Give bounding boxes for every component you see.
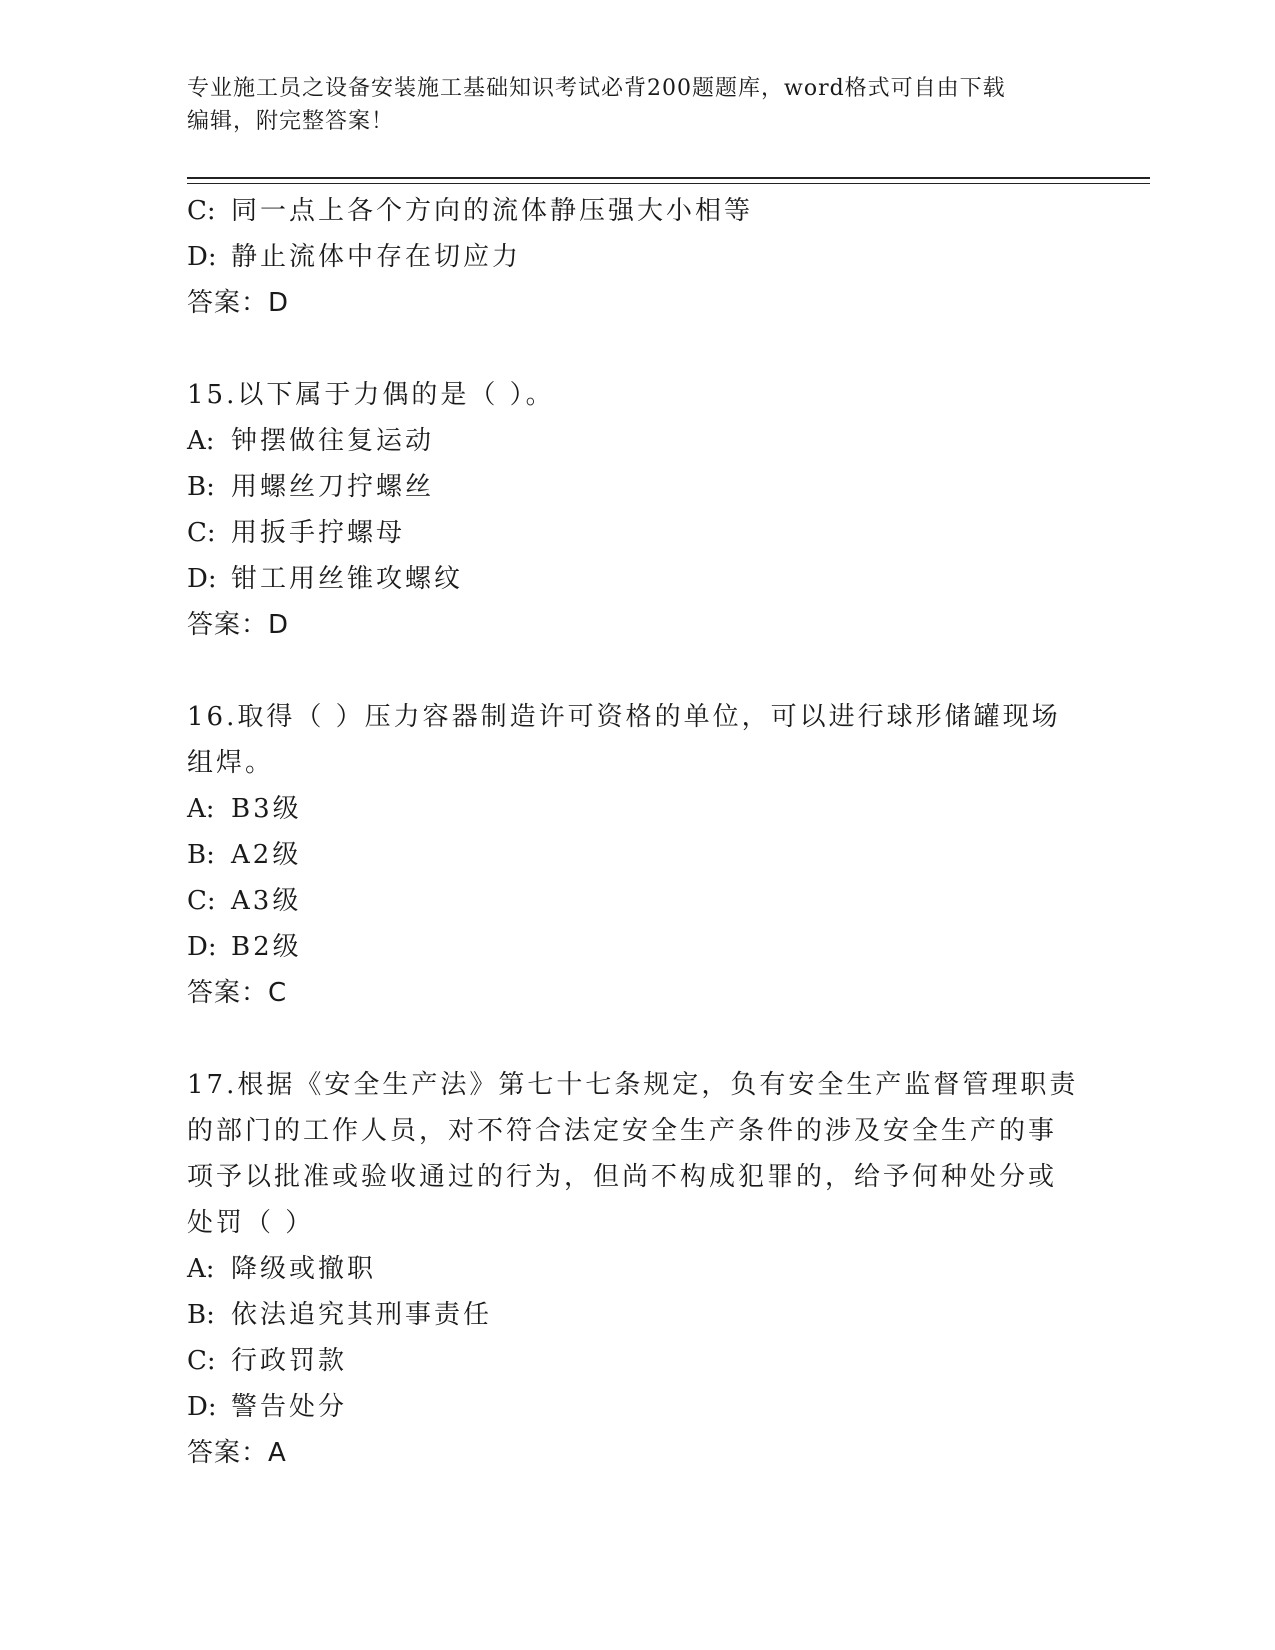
option-a <box>187 418 1087 464</box>
option-text: 静止流体中存在切应力 <box>231 242 522 272</box>
option-d <box>187 924 1087 970</box>
spacer <box>187 648 1087 694</box>
answer-line: 答案：C <box>187 978 288 1008</box>
question-stem-line: 17.根据《安全生产法》第七十七条规定，负有安全生产监督管理职责 <box>187 1070 1079 1100</box>
option-text: 用螺丝刀拧螺丝 <box>231 472 435 502</box>
question-stem-line: 处罚（ ） <box>187 1208 315 1238</box>
question-stem-line: 的部门的工作人员，对不符合法定安全生产条件的涉及安全生产的事 <box>187 1116 1058 1146</box>
option-label: C: <box>187 886 216 916</box>
answer-line: 答案：A <box>187 1438 287 1468</box>
question-stem <box>187 372 1087 418</box>
header-line-2: 编辑，附完整答案！ <box>187 109 395 134</box>
option-text: A3级 <box>231 886 302 916</box>
option-c <box>187 510 1087 556</box>
question-16 <box>187 694 1087 1016</box>
option-label: A: <box>187 794 215 824</box>
spacer <box>187 1016 1087 1062</box>
question-15 <box>187 372 1087 648</box>
option-label: B: <box>187 840 215 870</box>
option-c <box>187 188 1087 234</box>
header-rule-thin <box>187 183 1150 184</box>
question-17 <box>187 1062 1087 1476</box>
option-d <box>187 1384 1087 1430</box>
option-label: B: <box>187 472 215 502</box>
option-b <box>187 464 1087 510</box>
header-rule-thick <box>187 177 1150 179</box>
option-text: 警告处分 <box>231 1392 348 1422</box>
option-label: C: <box>187 1346 216 1376</box>
question-stem-line: 组焊。 <box>187 748 275 778</box>
option-a <box>187 786 1087 832</box>
option-b <box>187 832 1087 878</box>
question-stem-line: 15.以下属于力偶的是（ ）。 <box>187 380 555 410</box>
answer-line: 答案：D <box>187 288 290 318</box>
option-d <box>187 234 1087 280</box>
option-text: 同一点上各个方向的流体静压强大小相等 <box>231 196 754 226</box>
option-label: D: <box>187 1392 217 1422</box>
question-content <box>187 188 1087 1476</box>
answer-line: 答案：D <box>187 610 290 640</box>
option-text: 降级或撤职 <box>231 1254 377 1284</box>
option-text: A2级 <box>231 840 302 870</box>
option-label: D: <box>187 564 217 594</box>
question-stem <box>187 1062 1087 1246</box>
spacer <box>187 326 1087 372</box>
option-text: B2级 <box>231 932 302 962</box>
option-c <box>187 878 1087 924</box>
option-text: 用扳手拧螺母 <box>231 518 406 548</box>
document-header <box>187 72 1087 138</box>
option-b <box>187 1292 1087 1338</box>
option-text: 钳工用丝锥攻螺纹 <box>231 564 464 594</box>
option-text: 钟摆做往复运动 <box>231 426 435 456</box>
option-label: D: <box>187 932 217 962</box>
option-label: C: <box>187 518 216 548</box>
option-a <box>187 1246 1087 1292</box>
option-text: 依法追究其刑事责任 <box>231 1300 493 1330</box>
question-stem <box>187 694 1087 786</box>
option-label: D: <box>187 242 217 272</box>
option-label: A: <box>187 426 215 456</box>
header-line-1: 专业施工员之设备安装施工基础知识考试必背200题题库，word格式可自由下载 <box>187 76 1006 101</box>
option-d <box>187 556 1087 602</box>
option-label: B: <box>187 1300 215 1330</box>
option-label: C: <box>187 196 216 226</box>
option-c <box>187 1338 1087 1384</box>
option-text: 行政罚款 <box>231 1346 348 1376</box>
question-stem-line: 16.取得（ ）压力容器制造许可资格的单位，可以进行球形储罐现场 <box>187 702 1061 732</box>
option-text: B3级 <box>231 794 302 824</box>
question-fragment <box>187 188 1087 326</box>
question-stem-line: 项予以批准或验收通过的行为，但尚不构成犯罪的，给予何种处分或 <box>187 1162 1058 1192</box>
option-label: A: <box>187 1254 215 1284</box>
